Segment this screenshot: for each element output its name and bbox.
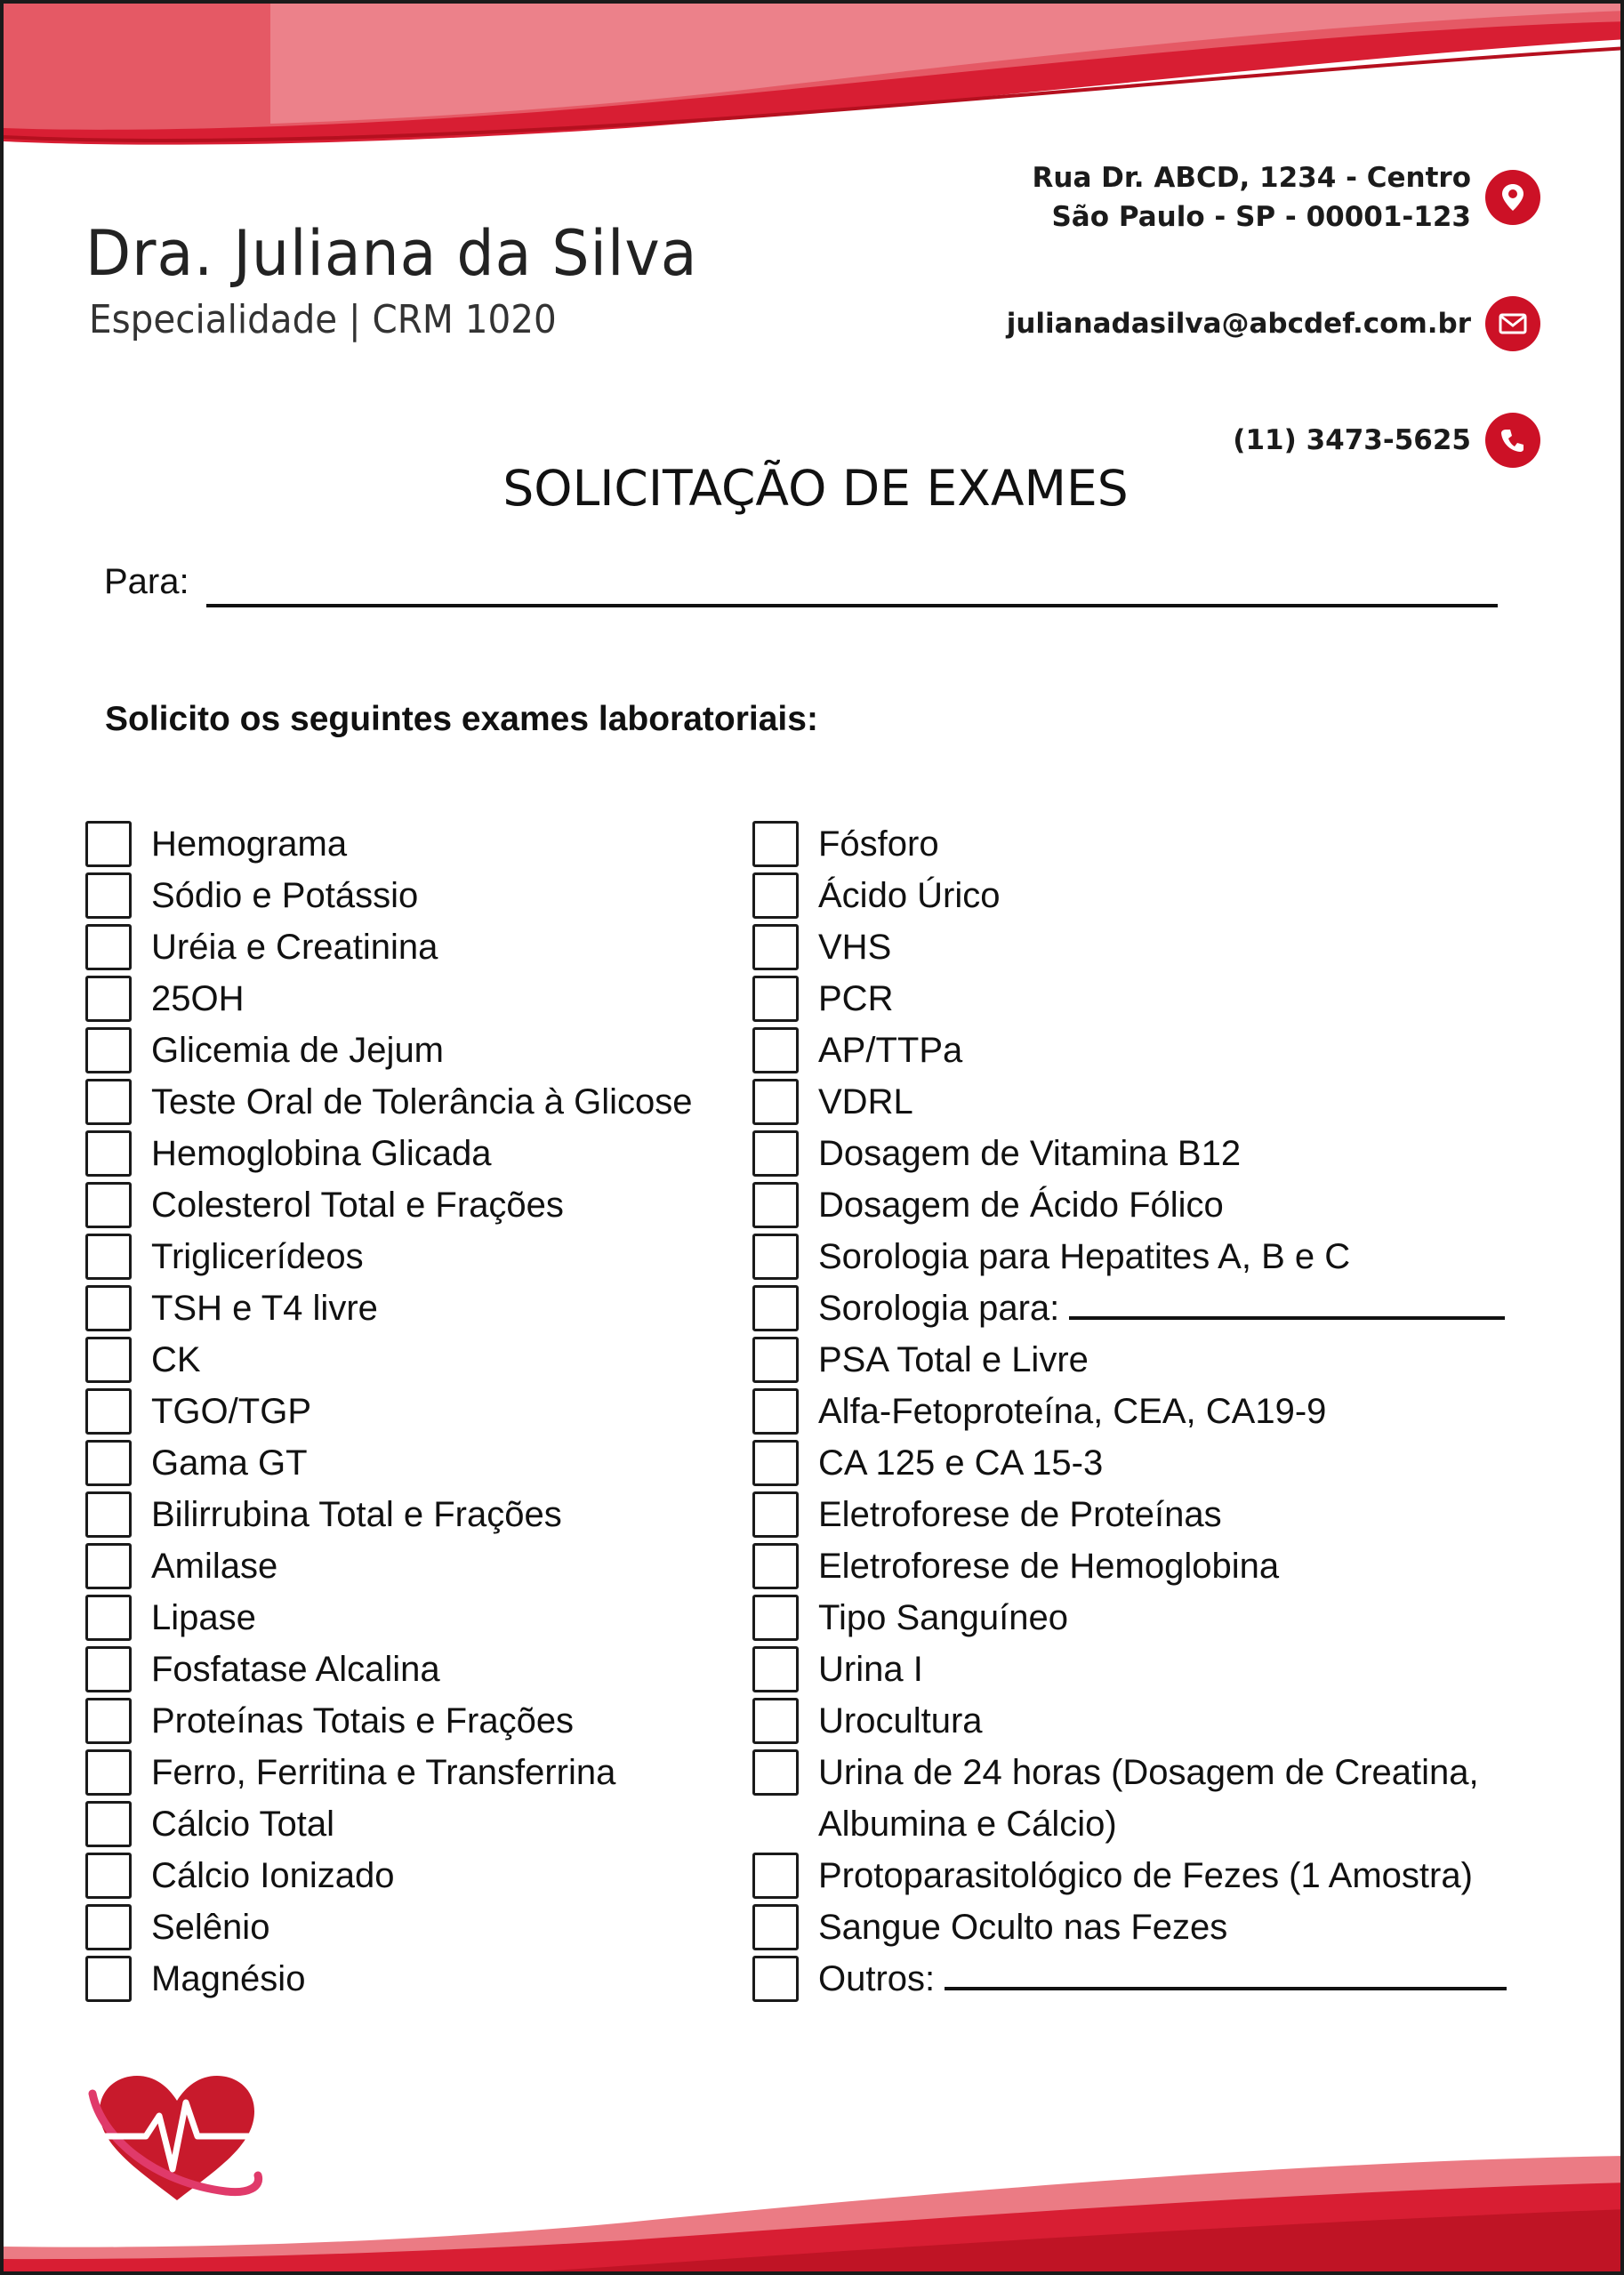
exam-checkbox[interactable] [752, 872, 799, 919]
exam-checkbox[interactable] [752, 1285, 799, 1331]
exam-item [85, 1749, 824, 1794]
email-text: julianadasilva@abcdef.com.br [1006, 308, 1471, 340]
exam-label: Magnésio [151, 1959, 306, 1998]
exam-item [85, 1079, 824, 1123]
bottom-wave-decoration [4, 2138, 1624, 2271]
exam-checkbox[interactable] [85, 1285, 132, 1331]
exam-checkbox[interactable] [85, 1388, 132, 1435]
exam-checkbox[interactable] [752, 1079, 799, 1125]
exam-checkbox[interactable] [85, 924, 132, 970]
exam-checkbox[interactable] [752, 1698, 799, 1744]
location-pin-icon [1485, 170, 1540, 225]
exam-item [85, 1698, 824, 1742]
exam-label: Proteínas Totais e Frações [151, 1701, 575, 1740]
exam-checkbox[interactable] [85, 1956, 132, 2002]
exam-checkbox[interactable] [85, 1027, 132, 1073]
exam-label: Sorologia para: [818, 1289, 1060, 1328]
exam-label: Selênio [151, 1908, 270, 1947]
exam-item [752, 1749, 1491, 1845]
exam-item [752, 1285, 1491, 1330]
exam-checkbox[interactable] [85, 1698, 132, 1744]
exam-item [85, 1956, 824, 2000]
exam-item [752, 1595, 1491, 1639]
exam-label: Uréia e Creatinina [151, 928, 438, 967]
exam-item [752, 976, 1491, 1020]
exam-label: Fósforo [818, 824, 939, 864]
exam-item [85, 1027, 824, 1072]
exam-label: Hemograma [151, 824, 348, 864]
exam-checkbox[interactable] [752, 1130, 799, 1177]
exam-checkbox[interactable] [752, 1646, 799, 1692]
exam-checkbox[interactable] [752, 1440, 799, 1486]
exam-checkbox[interactable] [85, 976, 132, 1022]
envelope-icon [1485, 296, 1540, 351]
exam-label: Bilirrubina Total e Frações [151, 1495, 562, 1534]
exam-label: TGO/TGP [151, 1392, 311, 1431]
exam-label: Triglicerídeos [151, 1237, 364, 1276]
exam-label: Dosagem de Vitamina B12 [818, 1134, 1242, 1173]
exam-label: Colesterol Total e Frações [151, 1186, 564, 1225]
para-label: Para: [104, 562, 189, 601]
exam-label: Sangue Oculto nas Fezes [818, 1908, 1228, 1947]
exam-item [752, 1182, 1491, 1226]
exam-item [85, 1595, 824, 1639]
exam-item [752, 1130, 1491, 1175]
exam-item [752, 1079, 1491, 1123]
exam-label: VDRL [818, 1082, 913, 1121]
exam-label: Urina I [818, 1650, 923, 1689]
exam-label: PCR [818, 979, 894, 1018]
exam-label: AP/TTPa [818, 1031, 963, 1070]
exam-checkbox[interactable] [85, 872, 132, 919]
exam-item [752, 821, 1491, 865]
exam-item [85, 1801, 824, 1845]
exam-label: Amilase [151, 1547, 278, 1586]
exam-label: PSA Total e Livre [818, 1340, 1089, 1379]
form-title: SOLICITAÇÃO DE EXAMES [502, 460, 1129, 517]
exam-label: Sorologia para Hepatites A, B e C [818, 1237, 1351, 1276]
exam-checkbox[interactable] [85, 1337, 132, 1383]
address-line-2: São Paulo - SP - 00001-123 [1051, 201, 1471, 233]
exam-item [85, 1337, 824, 1381]
exam-label: CK [151, 1340, 201, 1379]
exam-checkbox[interactable] [85, 1182, 132, 1228]
exam-item [752, 1543, 1491, 1588]
exam-label: Eletroforese de Proteínas [818, 1495, 1222, 1534]
exam-item [85, 924, 824, 969]
exam-label: Alfa-Fetoproteína, CEA, CA19-9 [818, 1392, 1327, 1431]
exam-label: Protoparasitológico de Fezes (1 Amostra) [818, 1856, 1473, 1895]
exam-label: CA 125 e CA 15-3 [818, 1443, 1104, 1483]
exam-label: Teste Oral de Tolerância à Glicose [151, 1082, 693, 1121]
exam-checkbox[interactable] [85, 1801, 132, 1847]
exam-item [752, 1027, 1491, 1072]
top-wave-decoration [4, 4, 1624, 155]
outros-blank-line[interactable] [945, 1957, 1507, 1990]
exam-checkbox[interactable] [752, 924, 799, 970]
exam-checkbox[interactable] [85, 1904, 132, 1950]
exam-item [752, 1956, 1491, 2000]
exam-checkbox[interactable] [752, 1027, 799, 1073]
exam-checkbox[interactable] [85, 1440, 132, 1486]
exam-item [85, 821, 824, 865]
exam-label: 25OH [151, 979, 245, 1018]
exam-label: TSH e T4 livre [151, 1289, 378, 1328]
exam-item [752, 1698, 1491, 1742]
exam-label: Ferro, Ferritina e Transferrina [151, 1753, 616, 1792]
exam-item [752, 1646, 1491, 1691]
exam-item [85, 1234, 824, 1278]
exam-item [752, 924, 1491, 969]
exam-label: Hemoglobina Glicada [151, 1134, 492, 1173]
exam-checkbox[interactable] [752, 1337, 799, 1383]
exam-checkbox[interactable] [85, 1853, 132, 1899]
address-line-1: Rua Dr. ABCD, 1234 - Centro [1032, 162, 1471, 194]
exam-checkbox[interactable] [752, 976, 799, 1022]
exam-checkbox[interactable] [85, 1130, 132, 1177]
exam-checkbox[interactable] [752, 1956, 799, 2002]
exam-item [85, 1440, 824, 1484]
exam-item [85, 1543, 824, 1588]
para-blank-line[interactable] [206, 604, 1498, 607]
exam-checkbox[interactable] [752, 1853, 799, 1899]
exam-checkbox[interactable] [85, 1749, 132, 1796]
exam-label: Fosfatase Alcalina [151, 1650, 440, 1689]
exam-item [752, 1388, 1491, 1433]
exam-label: Urocultura [818, 1701, 983, 1740]
phone-text: (11) 3473-5625 [1233, 424, 1471, 456]
exam-label: Cálcio Total [151, 1805, 335, 1844]
contact-address [1033, 158, 1540, 237]
exam-checkbox[interactable] [85, 1234, 132, 1280]
exam-checkbox[interactable] [752, 1595, 799, 1641]
exams-intro: Solicito os seguintes exames laboratoriais: [105, 700, 818, 738]
exam-item [752, 1904, 1491, 1949]
exam-checkbox[interactable] [85, 1491, 132, 1538]
exam-checkbox[interactable] [752, 821, 799, 867]
exam-label: Gama GT [151, 1443, 308, 1483]
exam-label: Outros: [818, 1959, 936, 1998]
exam-item [85, 1904, 824, 1949]
exam-item [85, 1491, 824, 1536]
exam-item [752, 1853, 1491, 1897]
exam-checkbox[interactable] [752, 1388, 799, 1435]
exam-list-left [85, 821, 824, 2007]
exam-item [752, 1234, 1491, 1278]
exam-item [85, 976, 824, 1020]
exam-item [85, 1285, 824, 1330]
exam-item [85, 1388, 824, 1433]
exam-item [85, 1646, 824, 1691]
exam-checkbox[interactable] [752, 1543, 799, 1589]
exam-checkbox[interactable] [752, 1904, 799, 1950]
exam-item [85, 1853, 824, 1897]
exam-checkbox[interactable] [752, 1749, 799, 1796]
exam-item [752, 1491, 1491, 1536]
sorologia-blank-line[interactable] [1069, 1286, 1505, 1320]
exam-checkbox[interactable] [85, 821, 132, 867]
exam-item [85, 872, 824, 917]
exam-item [85, 1130, 824, 1175]
contact-email [1007, 296, 1540, 351]
exam-label: Tipo Sanguíneo [818, 1598, 1068, 1637]
exam-item [752, 1337, 1491, 1381]
exam-checkbox[interactable] [752, 1491, 799, 1538]
exam-label: Glicemia de Jejum [151, 1031, 445, 1070]
doctor-name: Dra. Juliana da Silva [85, 217, 698, 290]
exam-checkbox[interactable] [85, 1646, 132, 1692]
exam-label: VHS [818, 928, 892, 967]
exam-label: Lipase [151, 1598, 256, 1637]
exam-label: Urina de 24 horas (Dosagem de Creatina, Albumina e Cálcio) [818, 1753, 1479, 1844]
exam-label: Ácido Úrico [818, 876, 1001, 915]
exam-label: Cálcio Ionizado [151, 1856, 395, 1895]
exam-item [752, 1440, 1491, 1484]
exam-checkbox[interactable] [85, 1595, 132, 1641]
exam-checkbox[interactable] [85, 1079, 132, 1125]
exam-checkbox[interactable] [85, 1543, 132, 1589]
exam-item [85, 1182, 824, 1226]
exam-label: Dosagem de Ácido Fólico [818, 1186, 1224, 1225]
exam-checkbox[interactable] [752, 1182, 799, 1228]
exam-list-right [752, 821, 1491, 2007]
exam-checkbox[interactable] [752, 1234, 799, 1280]
exam-label: Eletroforese de Hemoglobina [818, 1547, 1280, 1586]
doctor-specialty-crm: Especialidade | CRM 1020 [89, 297, 557, 342]
exam-item [752, 872, 1491, 917]
exam-label: Sódio e Potássio [151, 876, 419, 915]
